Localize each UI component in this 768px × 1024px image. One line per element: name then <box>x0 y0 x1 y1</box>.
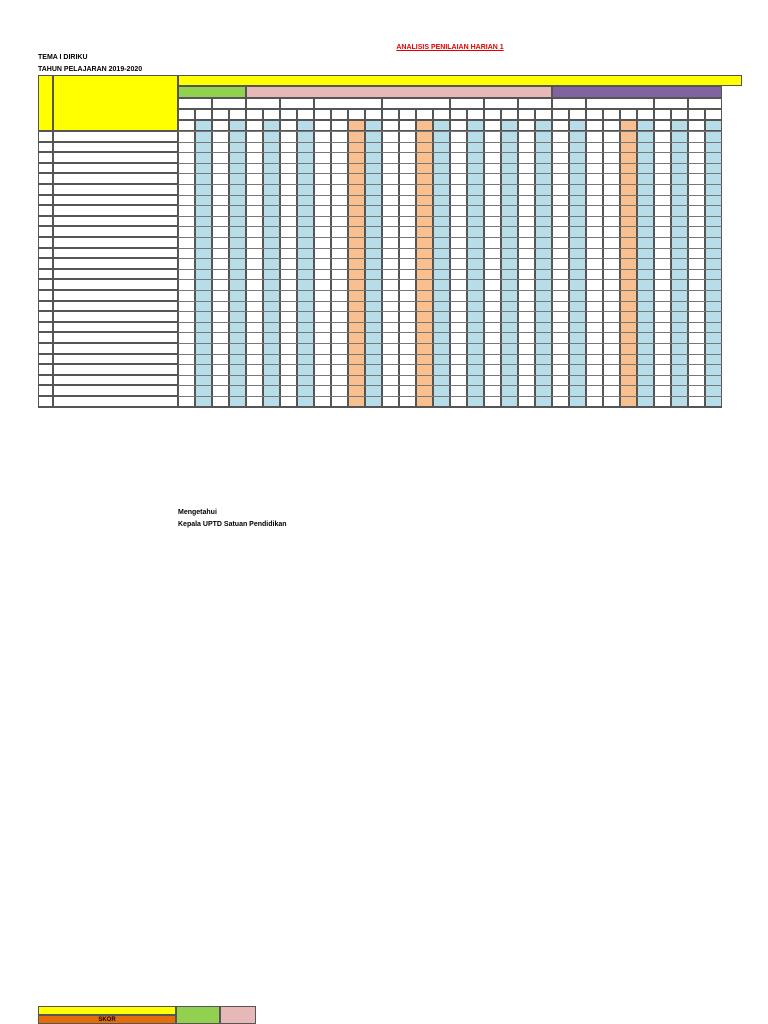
kd-cell <box>484 98 518 109</box>
row-no-cell <box>38 195 53 206</box>
weight-cell <box>263 120 280 131</box>
row-name-cell <box>53 163 178 174</box>
row-line <box>178 258 722 259</box>
weight-cell <box>569 120 586 131</box>
row-name-cell <box>53 332 178 343</box>
row-no-cell <box>38 237 53 248</box>
row-line <box>178 311 722 312</box>
weight-cell <box>212 120 229 131</box>
column-label <box>569 109 586 120</box>
row-line <box>178 269 722 270</box>
row-name-cell <box>53 279 178 290</box>
weight-cell <box>688 120 705 131</box>
weight-cell <box>365 120 382 131</box>
row-line <box>178 195 722 196</box>
row-name-cell <box>53 184 178 195</box>
column-label <box>280 109 297 120</box>
column-label <box>501 109 518 120</box>
weight-cell <box>382 120 399 131</box>
weight-cell <box>314 120 331 131</box>
weight-cell <box>552 120 569 131</box>
kd-cell <box>552 98 586 109</box>
kd-cell <box>382 98 450 109</box>
row-line <box>178 290 722 291</box>
weight-cell <box>399 120 416 131</box>
row-no-cell <box>38 311 53 322</box>
signature-line-2: Kepala UPTD Satuan Pendidikan <box>178 521 287 528</box>
weight-cell <box>671 120 688 131</box>
weight-cell <box>195 120 212 131</box>
row-name-cell <box>53 354 178 365</box>
row-line <box>178 248 722 249</box>
row-no-cell <box>38 248 53 259</box>
theme-label: TEMA I DIRIKU <box>38 54 88 61</box>
kd-cell <box>246 98 280 109</box>
row-no-cell <box>38 142 53 153</box>
row-line <box>178 332 722 333</box>
kd-cell <box>314 98 382 109</box>
column-label <box>178 109 195 120</box>
legend <box>38 1006 258 1024</box>
column-label <box>467 109 484 120</box>
row-no-cell <box>38 396 53 407</box>
row-no-cell <box>38 332 53 343</box>
col-no-header <box>38 75 53 131</box>
row-name-cell <box>53 216 178 227</box>
column-label <box>654 109 671 120</box>
column-label <box>552 109 569 120</box>
muatan-header <box>178 75 742 86</box>
col-name-header <box>53 75 178 131</box>
row-name-cell <box>53 311 178 322</box>
column-label <box>603 109 620 120</box>
row-no-cell <box>38 343 53 354</box>
column-label <box>416 109 433 120</box>
kd-cell <box>586 98 654 109</box>
column-label <box>246 109 263 120</box>
row-line <box>178 152 722 153</box>
weight-cell <box>586 120 603 131</box>
row-name-cell <box>53 396 178 407</box>
row-no-cell <box>38 322 53 333</box>
column-label <box>229 109 246 120</box>
row-no-cell <box>38 184 53 195</box>
weight-cell <box>484 120 501 131</box>
school-year-label: TAHUN PELAJARAN 2019-2020 <box>38 66 143 73</box>
column-label <box>348 109 365 120</box>
column-label <box>365 109 382 120</box>
row-no-cell <box>38 205 53 216</box>
row-no-cell <box>38 385 53 396</box>
row-name-cell <box>53 195 178 206</box>
column-label <box>637 109 654 120</box>
weight-cell <box>178 120 195 131</box>
row-line <box>178 237 722 238</box>
row-name-cell <box>53 375 178 386</box>
row-name-cell <box>53 173 178 184</box>
row-line <box>178 301 722 302</box>
document-title: ANALISIS PENILAIAN HARIAN 1 <box>396 44 504 51</box>
weight-cell <box>331 120 348 131</box>
weight-cell <box>280 120 297 131</box>
row-line <box>178 364 722 365</box>
column-label <box>450 109 467 120</box>
weight-cell <box>450 120 467 131</box>
row-line <box>178 396 722 397</box>
row-line <box>178 216 722 217</box>
row-no-cell <box>38 290 53 301</box>
row-line <box>178 343 722 344</box>
weight-cell <box>501 120 518 131</box>
row-line <box>178 322 722 323</box>
row-line <box>178 279 722 280</box>
subject-header <box>246 86 552 98</box>
kd-cell <box>450 98 484 109</box>
row-no-cell <box>38 226 53 237</box>
row-name-cell <box>53 142 178 153</box>
weight-cell <box>348 120 365 131</box>
row-name-cell <box>53 131 178 142</box>
column-label <box>688 109 705 120</box>
legend-yellow-cell <box>38 1006 176 1015</box>
column-label <box>382 109 399 120</box>
kd-cell <box>178 98 212 109</box>
row-line <box>178 131 722 132</box>
weight-cell <box>297 120 314 131</box>
row-name-cell <box>53 237 178 248</box>
kd-cell <box>654 98 688 109</box>
row-name-cell <box>53 248 178 259</box>
weight-cell <box>535 120 552 131</box>
row-no-cell <box>38 269 53 280</box>
weight-cell <box>620 120 637 131</box>
row-name-cell <box>53 343 178 354</box>
column-label <box>331 109 348 120</box>
legend-green-cell <box>176 1006 220 1024</box>
row-line <box>178 226 722 227</box>
kd-cell <box>280 98 314 109</box>
weight-cell <box>518 120 535 131</box>
assessment-table <box>0 0 768 420</box>
row-line <box>178 163 722 164</box>
row-no-cell <box>38 301 53 312</box>
row-name-cell <box>53 301 178 312</box>
row-no-cell <box>38 163 53 174</box>
legend-score-label: SKOR <box>38 1015 176 1024</box>
kd-cell <box>518 98 552 109</box>
row-name-cell <box>53 364 178 375</box>
row-no-cell <box>38 354 53 365</box>
weight-cell <box>229 120 246 131</box>
column-label <box>212 109 229 120</box>
weight-cell <box>433 120 450 131</box>
column-label <box>399 109 416 120</box>
row-no-cell <box>38 375 53 386</box>
row-no-cell <box>38 173 53 184</box>
legend-pink-cell <box>220 1006 256 1024</box>
row-line <box>178 184 722 185</box>
row-name-cell <box>53 385 178 396</box>
weight-cell <box>654 120 671 131</box>
column-label <box>297 109 314 120</box>
weight-cell <box>467 120 484 131</box>
signature-line-1: Mengetahui <box>178 509 217 516</box>
row-no-cell <box>38 216 53 227</box>
row-line <box>178 142 722 143</box>
weight-cell <box>246 120 263 131</box>
row-no-cell <box>38 279 53 290</box>
row-line <box>178 385 722 386</box>
row-no-cell <box>38 258 53 269</box>
column-label <box>671 109 688 120</box>
column-label <box>433 109 450 120</box>
kd-cell <box>212 98 246 109</box>
row-name-cell <box>53 322 178 333</box>
row-no-cell <box>38 131 53 142</box>
column-label <box>484 109 501 120</box>
row-line <box>178 375 722 376</box>
column-label <box>263 109 280 120</box>
row-line <box>178 173 722 174</box>
column-label <box>195 109 212 120</box>
weight-cell <box>416 120 433 131</box>
column-label <box>518 109 535 120</box>
row-name-cell <box>53 226 178 237</box>
weight-cell <box>603 120 620 131</box>
row-name-cell <box>53 290 178 301</box>
table-bottom-border <box>38 407 722 408</box>
kd-cell <box>688 98 722 109</box>
row-name-cell <box>53 258 178 269</box>
subject-header <box>178 86 246 98</box>
row-name-cell <box>53 152 178 163</box>
row-name-cell <box>53 205 178 216</box>
weight-cell <box>637 120 654 131</box>
column-label <box>705 109 722 120</box>
column-label <box>535 109 552 120</box>
row-line <box>178 354 722 355</box>
row-name-cell <box>53 269 178 280</box>
weight-cell <box>705 120 722 131</box>
column-label <box>586 109 603 120</box>
column-label <box>620 109 637 120</box>
row-line <box>178 205 722 206</box>
column-label <box>314 109 331 120</box>
subject-header <box>552 86 722 98</box>
row-no-cell <box>38 364 53 375</box>
row-no-cell <box>38 152 53 163</box>
